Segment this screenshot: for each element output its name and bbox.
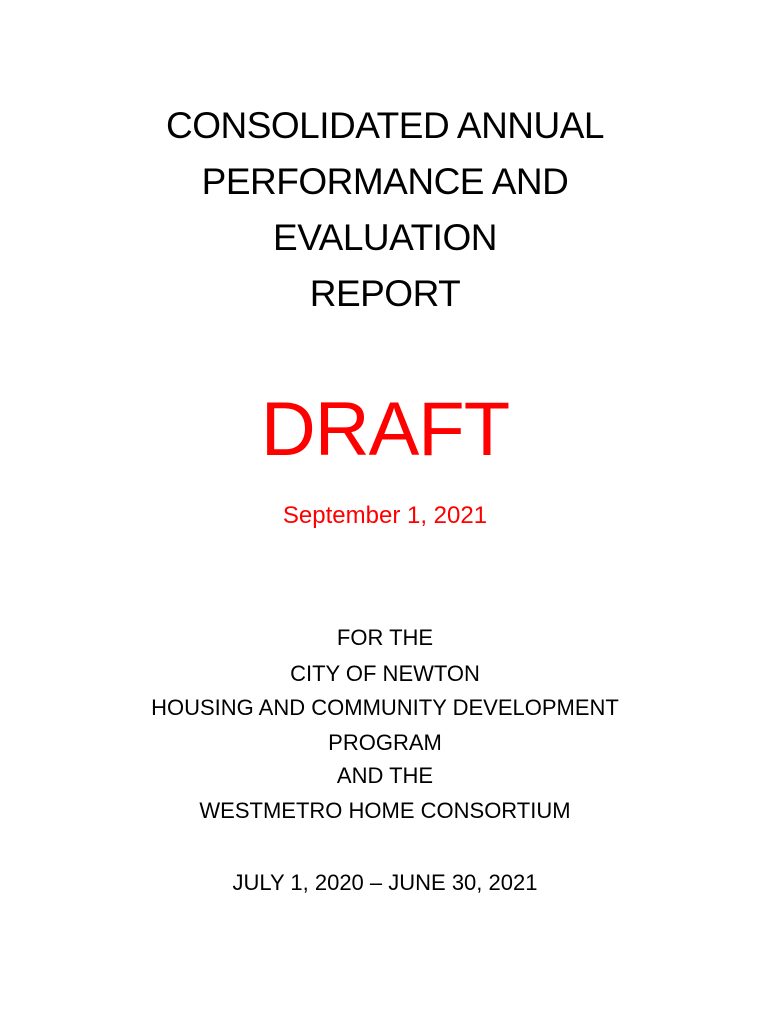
draft-date: September 1, 2021 (282, 502, 488, 529)
for-line-1: FOR THE (336, 625, 434, 650)
report-title-line-4: REPORT (309, 273, 461, 314)
draft-status: DRAFT (260, 387, 510, 472)
for-line-4: PROGRAM (328, 730, 442, 755)
for-line-5: AND THE (336, 763, 434, 788)
report-title-line-1: CONSOLIDATED ANNUAL (165, 105, 605, 146)
reporting-period: JULY 1, 2020 – JUNE 30, 2021 (232, 870, 538, 895)
report-title-line-3: EVALUATION (273, 217, 497, 258)
for-line-6: WESTMETRO HOME CONSORTIUM (199, 798, 571, 823)
report-title-line-2: PERFORMANCE AND (201, 161, 569, 202)
for-line-3: HOUSING AND COMMUNITY DEVELOPMENT (151, 695, 619, 720)
for-line-2: CITY OF NEWTON (290, 661, 480, 686)
